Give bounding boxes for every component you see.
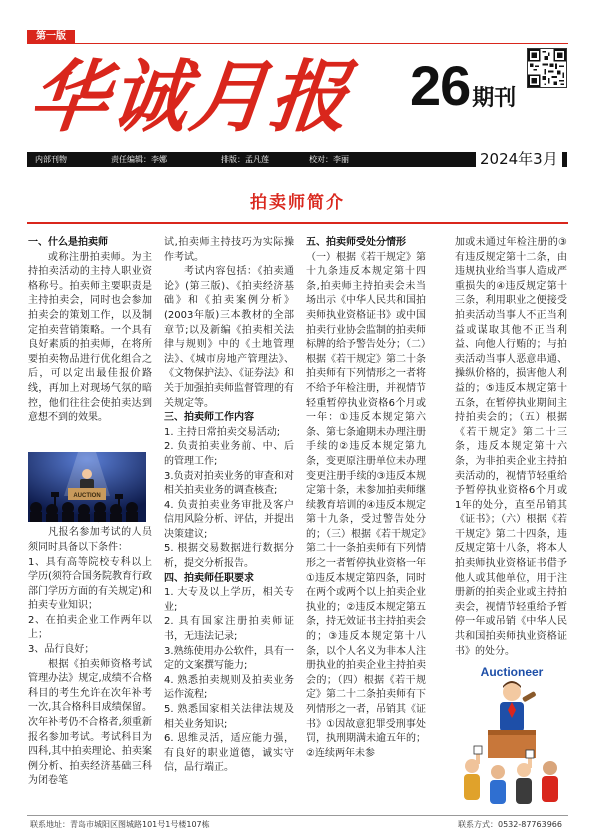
list-item: 5. 根据交易数据进行数据分析，提交分析报告。 (164, 543, 294, 570)
article-column-2 (164, 236, 294, 776)
edition-tab: 第一版 (27, 30, 75, 44)
list-item: 3、品行良好； (28, 644, 95, 656)
list-item: 2、在拍卖企业工作两年以上； (28, 614, 152, 641)
list-item: 6. 思维灵活，适应能力强，有良好的职业道德，诚实守信，品行端正。 (164, 733, 294, 774)
top-rule (27, 43, 568, 44)
auction-podium-label: AUCTION (73, 493, 101, 499)
list-item: 2. 具有国家注册拍卖师证书，无违法记录; (164, 616, 294, 643)
section-heading: 五、拍卖师受处分情形 (306, 237, 406, 248)
section-heading: 三、拍卖师工作内容 (164, 412, 254, 424)
footer-rule (27, 815, 568, 816)
list-item: 1. 主持日常拍卖交易活动; (164, 426, 281, 438)
paragraph: （一）根据《若干规定》第十九条违反本规定第十四条,拍卖师主持拍卖会未当场出示《中华人民共和国拍卖师执业资格证书》或中国拍卖行业协会监制的拍卖师标牌的给予警告处分；（二）根据《若干规定》第二十条拍卖师有下列情形之一者将不给予年检注册，并视情节轻重暂停执业资格6个月或一年：①违反本规定第六条、第七条逾期未办理注册手续的②违反本规定第九条，变更原注册单位未办理变更注册手续的③违反本规定第十条，未参加拍卖师继续教育培训的④违反本规定第十九条，受过警告处分的；（三）根据《若干规定》第二十一条拍卖师有下列情形之一者暂停执业资格一年①违反本规定第四条，同时在两个或两个以上拍卖企业执业的；②违反本规定第五条，持无效证书主持拍卖会的；③违反本规定第十八条，以个人名义为非本人注册执业的拍卖企业主持拍卖会的；（四）根据《若干规定》第二十二条拍卖师有下列情形之一者，吊销其《证书》①因故意犯罪受刑事处罚，执刑期满未逾五年的；②连续两年未参 (306, 251, 426, 759)
auctioneer-illustration (458, 658, 566, 808)
info-proofread: 校对：李丽 (309, 155, 349, 164)
paragraph: 试,拍卖师主持技巧为实际操作考试。 (164, 237, 294, 263)
list-item: 4. 熟悉拍卖规则及拍卖业务运作流程; (164, 674, 294, 701)
issue-date: 2024年3月 (476, 149, 562, 169)
section-heading: 四、拍卖师任职要求 (164, 572, 254, 584)
article-column-4 (455, 236, 567, 659)
footer-phone: 联系方式：0532-87763966 (458, 820, 562, 829)
list-item: 4. 负责拍卖业务审批及客户信用风险分析、评估，并提出决策建议; (164, 499, 294, 540)
list-item: 2. 负责拍卖业务前、中、后的管理工作; (164, 441, 294, 467)
paragraph: 根据《拍卖师资格考试管理办法》规定,成绩不合格科目的考生允许在次年补考一次,其合格科目成绩保留。次年补考仍不合格者,须重新报名参加考试。考试科目为四科,其中拍卖理论、拍卖案例分析、拍卖经济基础三科为闭卷笔 (28, 658, 152, 787)
issue-number: 26 (410, 54, 471, 117)
list-item: 1. 大专及以上学历，相关专业; (164, 587, 294, 613)
info-category: 内部刊物 (35, 155, 67, 164)
list-item: 1、具有高等院校专科以上学历(须符合国务院教育行政部门学历方面的有关规定)和拍卖专业知识； (28, 556, 152, 612)
issue-unit: 期刊 (472, 86, 517, 111)
auctioneer-banner-label: Auctioneer (480, 665, 544, 679)
section-heading: 一、什么是拍卖师 (28, 237, 108, 248)
info-layout: 排版：孟凡莲 (221, 155, 269, 164)
paragraph: 考试内容包括：《拍卖通论》(第三版)、《拍卖经济基础》和《拍卖案例分析》(2003年版)三本教材的全部章节;以及新编《拍卖相关法律与规则》中的《土地管理法》、《城市房地产管理法》、《文物保护法》、《证券法》和关于加强拍卖师监督管理的有关规定等。 (164, 266, 294, 409)
paragraph: 或称注册拍卖师。为主持拍卖活动的主持人职业资格称号。拍卖师主要职责是主持拍卖会，同时也会参加拍卖会的策划工作，以及制定拍卖营销策略。一个具有良好素质的拍卖师，在将所要拍卖物品进行优化组合之后，可以定出最佳报价路线，再加上对现场气氛的暗控，他们往往会使拍卖达到意想不到的效果。 (28, 251, 152, 424)
paragraph: 加或未通过年检注册的③有违反规定第十二条，由违规执业给当事人造成严重损失的④违反规定第十三条，利用职业之便接受拍卖活动当事人不正当利益或谋取其他不正当利益、向他人行贿的；与拍卖活动当事人恶意串通、操纵价格的，损害他人利益的；⑤违反本规定第十五条，在暂停执业期间主持拍卖会的；（五）根据《若干规定》第二十三条，违反本规定第十六条，为非拍卖企业主持拍卖活动的，视情节轻重给予暂停执业资格6个月或1年的处分，直至吊销其《证书》；（六）根据《若干规定》第二十四条，违反规定第十八条，将本人拍卖师执业资格证书借予他人或其他单位，用于注册新的拍卖企业或主持拍卖会，视情节轻重给予暂停一年或吊销《中华人民共和国拍卖师执业资格证书》的处分。 (455, 237, 567, 657)
article-title: 拍卖师简介 (250, 193, 345, 213)
list-item: 5. 熟悉国家相关法律法规及相关业务知识; (164, 704, 294, 730)
list-item: 3.负责对拍卖业务的审查和对相关拍卖业务的调查核查; (164, 470, 294, 497)
auction-illustration (28, 452, 146, 522)
list-item: 3.熟练使用办公软件，具有一定的文案撰写能力; (164, 645, 294, 672)
issue-label (410, 56, 516, 116)
info-editor: 责任编辑：李娜 (111, 155, 167, 164)
footer-address: 联系地址：青岛市城阳区图城路101号1号楼107栋 (30, 820, 210, 829)
article-column-3 (306, 236, 426, 761)
masthead-title: 华诚月报 (25, 52, 355, 143)
title-rule (27, 222, 568, 224)
qr-code-icon (527, 48, 567, 88)
paragraph: 凡报名参加考试的人员须同时具备以下条件： (28, 527, 152, 553)
